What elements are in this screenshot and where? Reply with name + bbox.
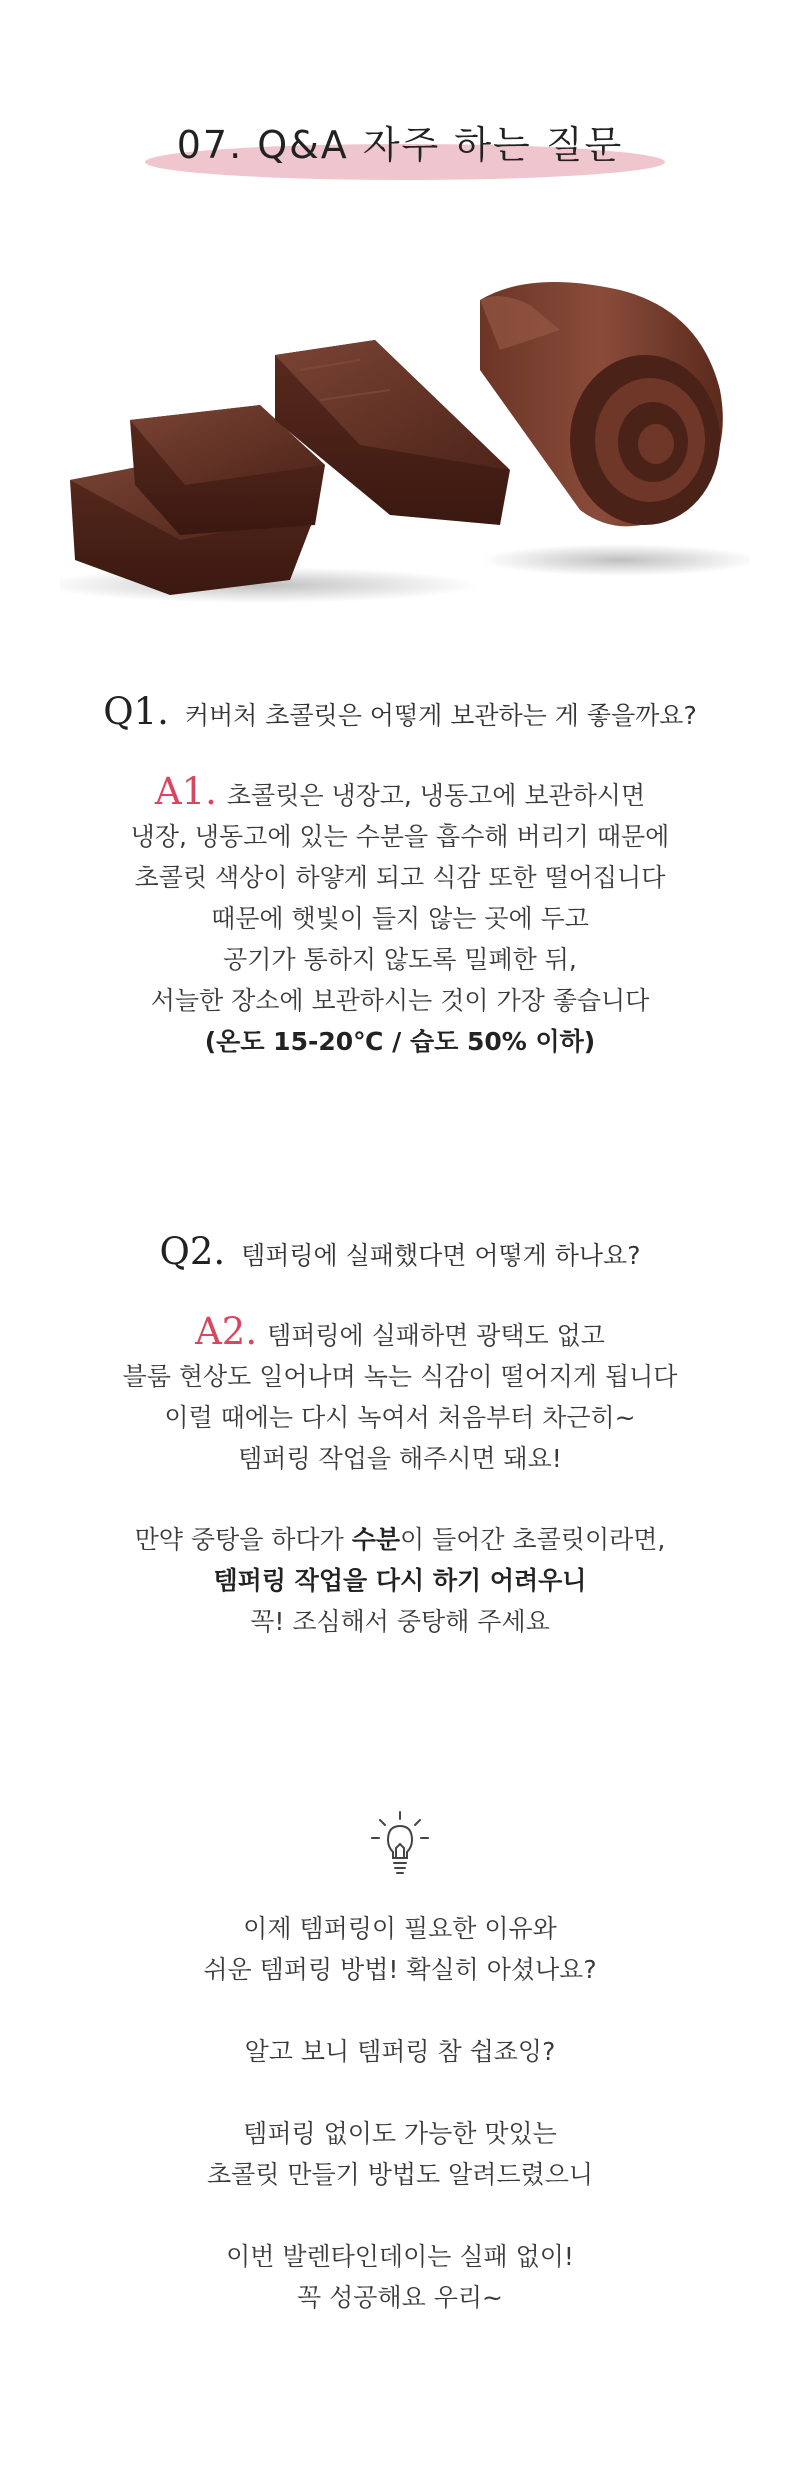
a2-warning-pre: 만약 중탕을 하다가 [134, 1525, 352, 1554]
outro-spacer [0, 1990, 800, 2031]
page-title: 07. Q&A 자주 하는 질문 [176, 123, 624, 167]
a2-warning-emphasis: 템퍼링 작업을 다시 하기 어려우니 [213, 1566, 587, 1595]
lightbulb-icon [368, 1810, 432, 1878]
outro-line: 템퍼링 없이도 가능한 맛있는 [243, 2119, 557, 2148]
a2-warning-bold: 수분 [351, 1525, 400, 1554]
q1-question: 커버처 초콜릿은 어떻게 보관하는 게 좋을까요? [184, 701, 697, 730]
a1-line: 서늘한 장소에 보관하시는 것이 가장 좋습니다 [150, 986, 650, 1015]
a1-storage-note: (온도 15-20℃ / 습도 50% 이하) [204, 1027, 596, 1056]
section-header [0, 108, 800, 188]
faq-q2 [0, 1230, 800, 1642]
q2-question-row [0, 1230, 800, 1273]
outro-line: 이번 발렌타인데이는 실패 없이! [226, 2242, 574, 2271]
a2-line: 블룸 현상도 일어나며 녹는 식감이 떨어지게 됩니다 [122, 1362, 678, 1391]
outro-line: 알고 보니 템퍼링 참 쉽죠잉? [244, 2037, 556, 2066]
outro-line: 쉬운 템퍼링 방법! 확실히 아셨나요? [203, 1955, 597, 1984]
a2-warning-closing: 꼭! 조심해서 중탕해 주세요 [250, 1607, 550, 1636]
a1-first-text: 초콜릿은 냉장고, 냉동고에 보관하시면 [226, 781, 646, 810]
a2-line: 이럴 때에는 다시 녹여서 처음부터 차근히~ [164, 1403, 636, 1432]
q2-label: Q2. [159, 1230, 226, 1273]
closing-message [0, 1908, 800, 2318]
a1-line: 냉장, 냉동고에 있는 수분을 흡수해 버리기 때문에 [130, 822, 670, 851]
q1-label: Q1. [103, 690, 169, 733]
a2-line: 템퍼링 작업을 해주시면 돼요! [238, 1444, 562, 1473]
outro-spacer [0, 2195, 800, 2236]
outro-spacer [0, 2072, 800, 2113]
q2-question: 템퍼링에 실패했다면 어떻게 하나요? [241, 1241, 641, 1270]
faq-q1 [0, 690, 800, 1062]
chocolate-illustration [60, 260, 750, 610]
a2-label: A2. [195, 1310, 258, 1353]
a2-first-line [0, 1311, 800, 1356]
outro-line: 초콜릿 만들기 방법도 알려드렸으니 [206, 2160, 594, 2189]
a1-label: A1. [154, 770, 217, 813]
a2-warning-line [0, 1519, 800, 1560]
a1-line: 공기가 통하지 않도록 밀폐한 뒤, [223, 945, 577, 974]
chocolate-image [60, 260, 750, 610]
a1-first-line [0, 771, 800, 816]
a2-warning-post: 이 들어간 초콜릿이라면, [400, 1525, 666, 1554]
a2-first-text: 템퍼링에 실패하면 광택도 없고 [267, 1321, 605, 1350]
a1-line: 초콜릿 색상이 하얗게 되고 식감 또한 떨어집니다 [134, 863, 666, 892]
a1-line: 때문에 햇빛이 들지 않는 곳에 두고 [211, 904, 589, 933]
outro-line: 꼭 성공해요 우리~ [297, 2283, 503, 2312]
outro-line: 이제 템퍼링이 필요한 이유와 [243, 1914, 557, 1943]
q1-question-row [0, 690, 800, 733]
